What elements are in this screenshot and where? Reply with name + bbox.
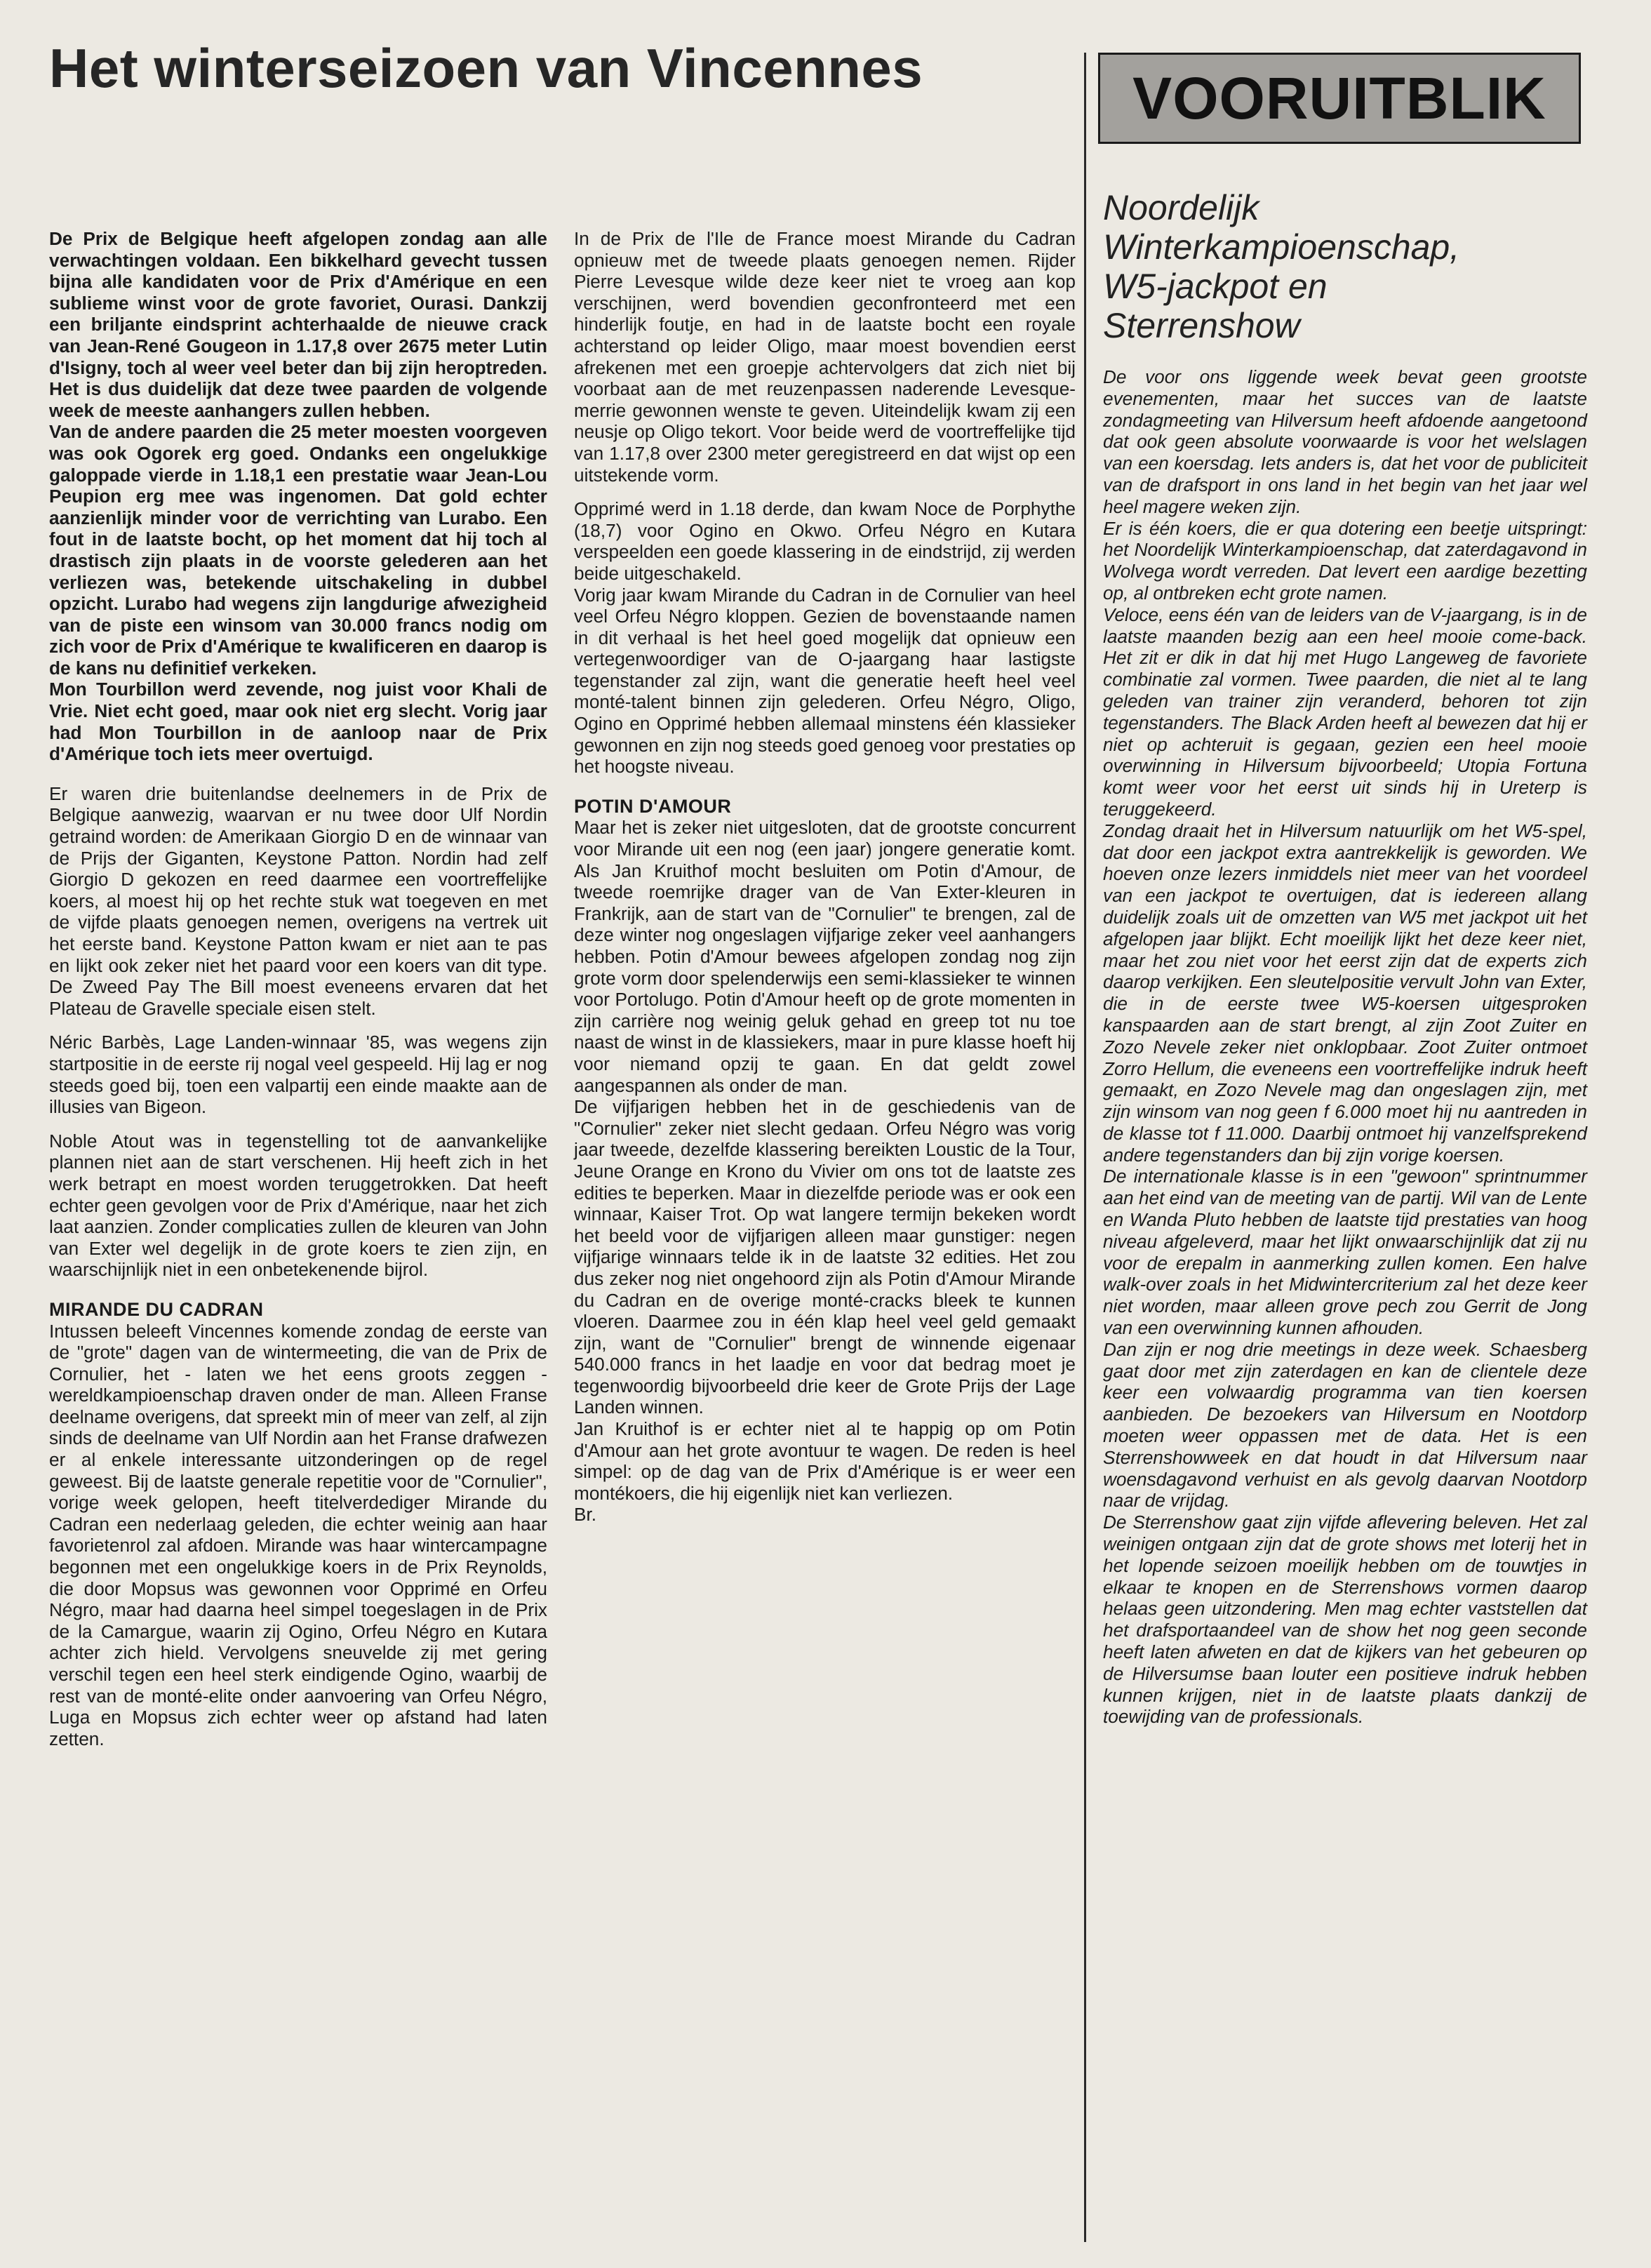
section-kicker: VOORUITBLIK <box>1132 65 1546 131</box>
body-paragraph: Néric Barbès, Lage Landen-winnaar '85, was wegens zijn startpositie in de eerste rij nogal veel gespeeld. Hij lag er nog steeds goed bij, toen een valpartij een einde maakte aan de illusies van Bigeon. <box>49 1032 547 1118</box>
sidebar-paragraph: Dan zijn er nog drie meetings in deze week. Schaesberg gaat door met zijn zaterdagen en kan de clientele deze keer een volwaardig programma van tien koersen aanbieden. De bezoekers van Hilversum en Nootdorp moeten weer oppassen met de data. Het is een Sterrenshowweek en dat houdt in dat Hilversum naar woensdagavond verhuist en als gevolg daarvan Nootdorp naar de vrijdag. <box>1103 1338 1587 1512</box>
body-paragraph: Intussen beleeft Vincennes komende zondag de eerste van de "grote" dagen van de wintermeeting, die van de Prix de Cornulier, het - laten we het eens groots zeggen - wereldkampioenschap draven onder de man. Alleen Franse deelname overigens, dat spreekt min of meer van zelf, al zijn sinds de deelname van Ulf Nordin aan het Franse drafwezen er al enkele interessante uitzonderingen op de regel geweest. Bij de laatste generale repetitie voor de "Cornulier", vorige week gelopen, heeft titelverdediger Mirande du Cadran een nederlaag geleden, die echter weinig aan haar favorietenrol zal afdoen. Mirande was haar wintercampagne begonnen met een ongelukkige koers in de Prix Reynolds, die door Mopsus was gewonnen voor Opprimé en Orfeu Négro, maar had daarna heel simpel toegeslagen in de Prix de la Camargue, waarin zij Ogino, Orfeu Négro en Kutara achter zich hield. Vervolgens sneuvelde zij met gering verschil tegen een heel sterk eindigende Ogino, waarbij de rest van de monté-elite onder aanvoering van Orfeu Négro, Luga en Mopsus zich echter weer op afstand had laten zetten. <box>49 1320 547 1749</box>
sidebar-paragraph: De internationale klasse is in een "gewoon" sprintnummer aan het eind van de meeting van de partij. Wil van de Lente en Wanda Pluto hebben de laatste tijd prestaties van hoog niveau afgeleverd, maar het lijkt onwaarschijnlijk dat zij nu voor de erepalm in aanmerking zullen komen. Een halve walk-over zoals in het Midwintercriterium zal het deze keer niet worden, maar alleen grove pech zou Gerrit de Jong van een overwinning kunnen afhouden. <box>1103 1166 1587 1339</box>
sidebar-title-line: Sterrenshow <box>1103 306 1300 345</box>
body-paragraph: Vorig jaar kwam Mirande du Cadran in de Cornulier van heel veel Orfeu Négro kloppen. Gezien de bovenstaande namen in dit verhaal is het heel goed mogelijk dat opnieuw een vertegenwoordiger van de O-jaargang haar lastigste tegenstander zal zijn, want die generatie heeft heel veel monté-talent binnen zijn gelederen. Orfeu Négro, Oligo, Ogino en Opprimé hebben allemaal minstens één klassieker gewonnen en zijn nog steeds goed genoeg voor prestaties op het hoogste niveau. <box>574 584 1076 778</box>
author-byline: Br. <box>574 1504 597 1526</box>
article-intro <box>49 228 547 765</box>
intro-paragraph: Van de andere paarden die 25 meter moesten voorgeven was ook Ogorek erg goed. Ondanks een ongelukkige galoppade vierde in 1.18,1 een prestatie waar Jean-Lou Peupion erg mee was ingenomen. Dat gold echter aanzienlijk minder voor de verrichting van Lurabo. Een fout in de laatste bocht, op het moment dat hij toch al drastisch zijn plaats in de voorste gelederen aan het verliezen was, betekende uitschakeling in dubbel opzicht. Lurabo had wegens zijn langdurige afwezigheid van de piste een winsom van 30.000 francs nodig om zich voor de Prix d'Amérique te kwalificeren en daarop is de kans nu definitief verkeken. <box>49 421 547 679</box>
sidebar-title-line: W5-jackpot en <box>1103 267 1328 306</box>
section-kicker-box <box>1098 53 1581 144</box>
article-column-1 <box>49 228 547 1749</box>
sidebar-title <box>1103 188 1594 345</box>
subheading-mirande: MIRANDE DU CADRAN <box>49 1298 264 1320</box>
column-divider <box>1084 53 1086 2242</box>
article-column-2 <box>574 228 1076 1526</box>
sidebar-paragraph: Er is één koers, die er qua dotering een beetje uitspringt: het Noordelijk Winterkampioenschap, dat zaterdagavond in Wolvega wordt verreden. Dat levert een aardige bezetting op, al ontbreken echt grote namen. <box>1103 517 1587 603</box>
body-paragraph: Maar het is zeker niet uitgesloten, dat de grootste concurrent voor Mirande uit een nog (een jaar) jongere generatie komt. Als Jan Kruithof mocht besluiten om Potin d'Amour, de tweede roemrijke drager van de Van Exter-kleuren in Frankrijk, aan de start van de "Cornulier" te brengen, zal de deze winter nog ongeslagen vijfjarige zeker veel aanhangers hebben. Potin d'Amour bewees afgelopen zondag nog zijn grote vorm door spelenderwijs een semi-klassieker te winnen voor Portolugo. Potin d'Amour heeft op de grote momenten in zijn carrière nog weinig geluk gehad en greep tot nu toe naast de winst in de klassiekers, maar in pure klasse hoeft hij voor niemand opzij te gaan. En dat geldt zowel aangespannen als onder de man. <box>574 817 1076 1096</box>
sidebar-paragraph: De Sterrenshow gaat zijn vijfde aflevering beleven. Het zal weinigen ontgaan zijn dat de grote shows met loterij het in het lopende seizoen moeilijk hebben om de touwtjes in elkaar te knopen en de Sterrenshows vormen daarop helaas geen uitzondering. Men mag echter vaststellen dat het drafsportaandeel van de show het nog geen seconde heeft laten afweten en dat de kijkers van het gebeuren op de Hilversumse baan louter een positieve indruk hebben kunnen krijgen, niet in de laatste plaats dankzij de toewijding van de professionals. <box>1103 1512 1587 1728</box>
body-paragraph: Er waren drie buitenlandse deelnemers in de Prix de Belgique aanwezig, waarvan er nu twee door Ulf Nordin getraind worden: de Amerikaan Giorgio D en de winnaar van de Prijs der Giganten, Keystone Patton. Nordin had zelf Giorgio D gekozen en reed daarmee een voortreffelijke koers, al moest hij op het rechte stuk wat toegeven en met de vijfde plaats genoegen nemen, overigens na vertrek uit het eerste band. Keystone Patton kwam er niet aan te pas en lijkt ook zeker niet het paard voor een koers van dit type. De Zweed Pay The Bill moest eveneens ervaren dat het Plateau de Gravelle speciale eisen stelt. <box>49 782 547 1019</box>
sidebar-paragraph: Zondag draait het in Hilversum natuurlijk om het W5-spel, dat door een jackpot extra aantrekkelijk is geworden. We hoeven onze lezers inmiddels niet meer van het voordeel van een jackpot te overtuigen, dat is iedereen allang duidelijk zoals uit de omzetten van W5 met jackpot uit het afgelopen jaar blijkt. Echt moeilijk lijkt het deze keer niet, maar het zou niet voor het eerst zijn dat de experts zich daarop verkijken. Een sleutelpositie vervult John van Exter, die in de eerste twee W5-koersen uitgesproken kanspaarden aan de start brengt, al zijn Zoot Zuiter en Zozo Nevele zeker niet onklopbaar. Zoot Zuiter ontmoet Zorro Hellum, die eveneens een voortreffelijke indruk heeft gemaakt, en Zozo Nevele mag dan ongeslagen zijn, met zijn winsom van nog geen f 6.000 moet hij nu aantreden in de klasse tot f 11.000. Daarbij ontmoet hij vanzelfsprekend andere tegenstanders dan bij zijn vorige koersen. <box>1103 820 1587 1166</box>
sidebar-title-line: Noordelijk <box>1103 188 1259 227</box>
sidebar-column <box>1103 366 1587 1728</box>
body-paragraph: In de Prix de l'Ile de France moest Mirande du Cadran opnieuw met de tweede plaats genoegen nemen. Rijder Pierre Levesque wilde deze keer niet te vroeg aan kop verschijnen, werd bovendien geconfronteerd met een hinderlijk foutje, en had in de laatste bocht een royale achterstand op leider Oligo, maar moest bovendien eerst afrekenen met een groepje achtervolgers dat zich niet bij voorbaat aan de met reuzenpassen naderende Levesque-merrie gewonnen wenste te geven. Uiteindelijk kwam zij een neusje op Oligo tekort. Voor beide werd de voortreffelijke tijd van 1.17,8 over 2300 meter geregistreerd en dat wijst op een uitstekende vorm. <box>574 228 1076 486</box>
sidebar-paragraph: De voor ons liggende week bevat geen grootste evenementen, maar het succes van de laatste zondagmeeting van Hilversum heeft afdoende aangetoond dat ook geen absolute voorwaarde is voor het welslagen van een koersdag. Iets anders is, dat het voor de publiciteit van de drafsport in ons land in het begin van het jaar wel heel magere weken zijn. <box>1103 366 1587 517</box>
sidebar-title-line: Winterkampioenschap, <box>1103 227 1460 267</box>
article-title: Het winterseizoen van Vincennes <box>49 37 923 99</box>
body-paragraph: Opprimé werd in 1.18 derde, dan kwam Noce de Porphythe (18,7) voor Ogino en Okwo. Orfeu Négro en Kutara verspeelden een goede klassering in de eindstrijd, zij werden beide uitgeschakeld. <box>574 498 1076 584</box>
body-paragraph: Noble Atout was in tegenstelling tot de aanvankelijke plannen niet aan de start verschenen. Hij heeft zich in het werk betrapt en moest worden teruggetrokken. Dat heeft echter geen gevolgen voor de Prix d'Amérique, naar het zich laat aanzien. Zonder complicaties zullen de kleuren van John van Exter wel degelijk in de grote koers te zien zijn, en waarschijnlijk niet in een onbetekenende bijrol. <box>49 1130 547 1281</box>
sidebar-paragraph: Veloce, eens één van de leiders van de V-jaargang, is in de laatste maanden bezig aan een heel mooie come-back. Het zit er dik in dat hij met Hugo Langeweg de favoriete combinatie zal vormen. Twee paarden, die niet al te lang geleden van trainer zijn veranderd, behoren tot zijn tegenstanders. The Black Arden heeft al bewezen dat hij er niet op achteruit is gegaan, gezien een heel mooie overwinning in Hilversum bijvoorbeeld; Utopia Fortuna komt weer voor het eerst uit sinds hij in Ureterp is teruggekeerd. <box>1103 603 1587 820</box>
intro-paragraph: De Prix de Belgique heeft afgelopen zondag aan alle verwachtingen voldaan. Een bikkelhard gevecht tussen bijna alle kandidaten voor de Prix d'Amérique en een sublieme winst voor de grote favoriet, Ourasi. Dankzij een briljante eindsprint achterhaalde de nieuwe crack van Jean-René Gougeon in 1.17,8 over 2675 meter Lutin d'Isigny, toch al weer veel beter dan bij zijn heroptreden. Het is dus duidelijk dat deze twee paarden de volgende week de meeste aanhangers zullen hebben. <box>49 228 547 421</box>
subheading-potin: POTIN D'AMOUR <box>574 795 732 817</box>
intro-paragraph: Mon Tourbillon werd zevende, nog juist voor Khali de Vrie. Niet echt goed, maar ook niet erg slecht. Vorig jaar had Mon Tourbillon in de aanloop naar de Prix d'Amérique toch iets meer overtuigd. <box>49 679 547 765</box>
body-paragraph: Jan Kruithof is er echter niet al te happig op om Potin d'Amour aan het grote avontuur te wagen. De reden is heel simpel: op de dag van de Prix d'Amérique is er weer een montékoers, die hij eigenlijk niet kan verliezen. <box>574 1418 1076 1504</box>
body-paragraph: De vijfjarigen hebben het in de geschiedenis van de "Cornulier" zeker niet slecht gedaan. Orfeu Négro was vorig jaar tweede, dezelfde klassering bereikten Loustic de la Tour, Jeune Orange en Krono du Vivier om ons tot de laatste zes edities te beperken. Maar in diezelfde periode was er ook een winnaar, Kaiser Trot. Op wat langere termijn bekeken wordt het beeld voor de vijfjarigen alleen maar gunstiger: negen vijfjarige winnaars telde ik in de laatste 32 edities. Het zou dus zeker nog niet ongehoord zijn als Potin d'Amour Mirande du Cadran en de overige monté-cracks bleek te kunnen vloeren. Daarmee zou in één klap heel veel geld gemaakt zijn, want de "Cornulier" brengt de winnende eigenaar 540.000 francs in het laadje en voor dat bedrag moet je tegenwoordig bijvoorbeeld drie keer de Grote Prijs der Lage Landen winnen. <box>574 1096 1076 1418</box>
